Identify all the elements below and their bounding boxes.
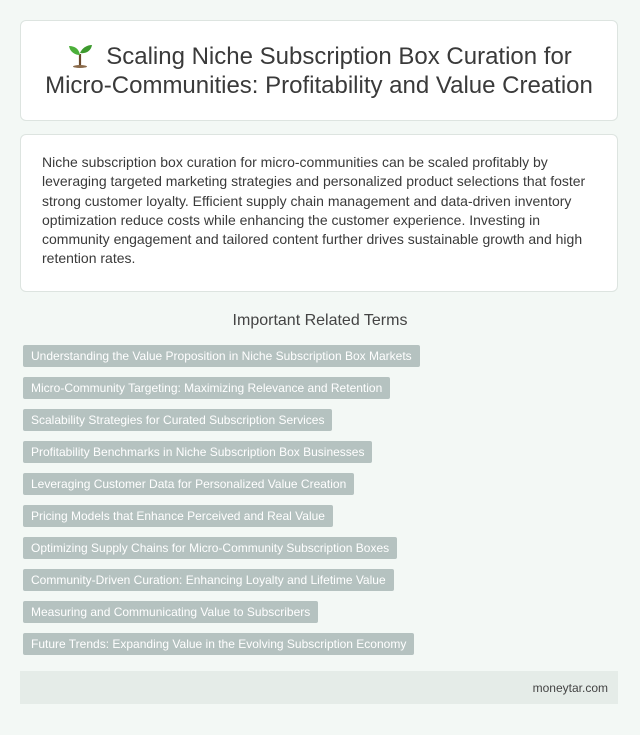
footer (20, 671, 618, 704)
related-term-tag[interactable]: Future Trends: Expanding Value in the Evolving Subscription Economy (23, 633, 414, 655)
related-term-tag[interactable]: Scalability Strategies for Curated Subscription Services (23, 409, 332, 431)
related-term-tag[interactable]: Measuring and Communicating Value to Subscribers (23, 601, 318, 623)
related-term-tag[interactable]: Profitability Benchmarks in Niche Subscription Box Businesses (23, 441, 372, 463)
page-title (21, 42, 617, 100)
related-term-tag[interactable]: Micro-Community Targeting: Maximizing Relevance and Retention (23, 377, 390, 399)
related-term-tag[interactable]: Pricing Models that Enhance Perceived and Real Value (23, 505, 333, 527)
seedling-icon (66, 42, 94, 68)
related-term-tag[interactable]: Optimizing Supply Chains for Micro-Community Subscription Boxes (23, 537, 397, 559)
page-title-text: Scaling Niche Subscription Box Curation for Micro-Communities: Profitability and Value Creation (45, 42, 593, 99)
summary-card (20, 134, 618, 292)
related-terms-list (23, 345, 420, 665)
related-term-tag[interactable]: Understanding the Value Proposition in Niche Subscription Box Markets (23, 345, 420, 367)
summary-text: Niche subscription box curation for micro-communities can be scaled profitably by leveraging targeted marketing strategies and personalized product selections that foster strong customer loyalty. Efficient supply chain management and data-driven inventory optimization reduce costs while enhancing the customer experience. Investing in community engagement and tailored content further drives sustainable growth and high retention rates. (42, 154, 586, 267)
footer-site-name: moneytar.com (532, 680, 608, 695)
title-card (20, 20, 618, 121)
related-terms-heading: Important Related Terms (232, 312, 408, 329)
related-term-tag[interactable]: Leveraging Customer Data for Personalized Value Creation (23, 473, 354, 495)
related-term-tag[interactable]: Community-Driven Curation: Enhancing Loyalty and Lifetime Value (23, 569, 394, 591)
